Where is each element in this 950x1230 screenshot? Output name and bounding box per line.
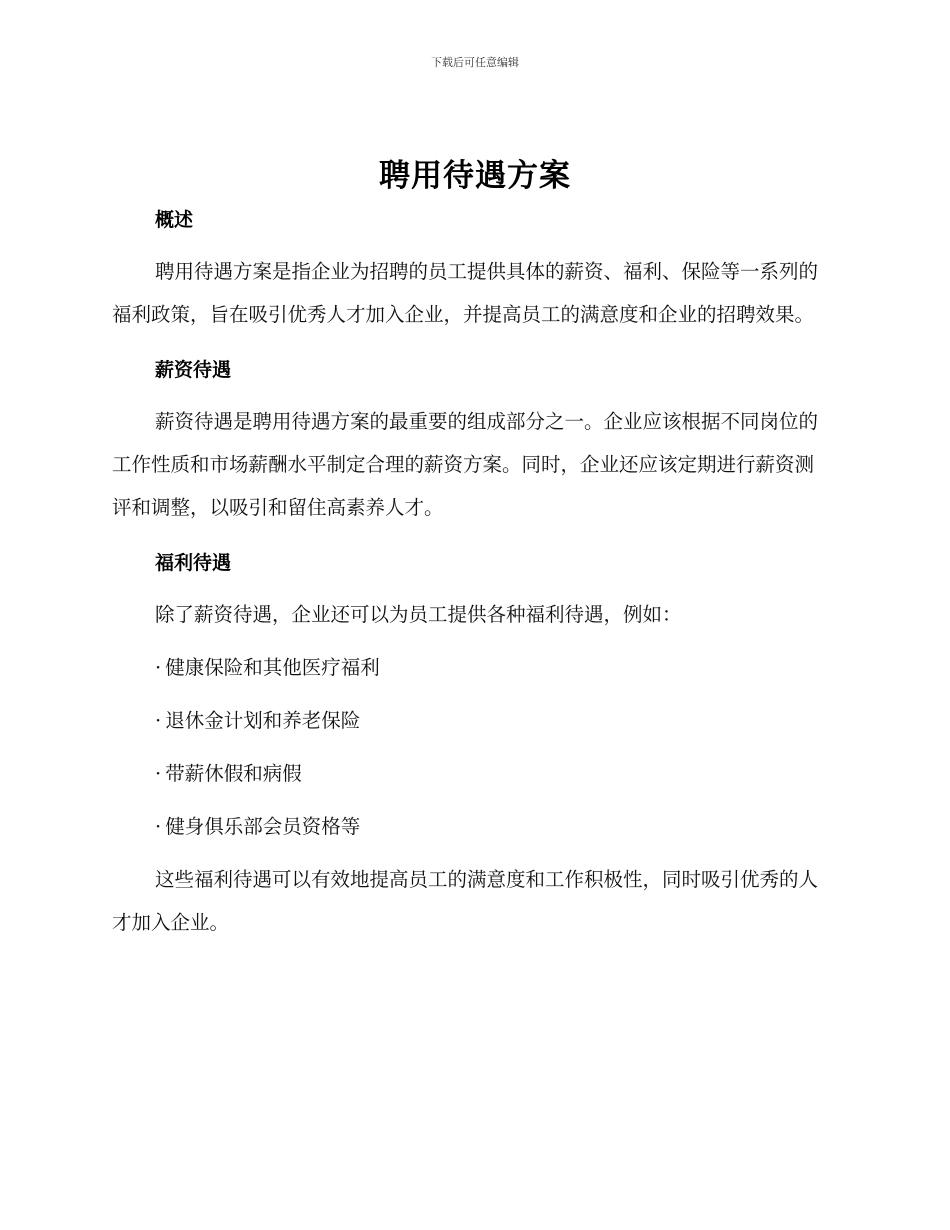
document-body (112, 200, 832, 944)
list-item-text: 健康保险和其他医疗福利 (165, 656, 380, 679)
paragraph-benefits-closing: 这些福利待遇可以有效地提高员工的满意度和工作积极性，同时吸引优秀的人才加入企业。 (112, 868, 819, 934)
list-item (112, 646, 832, 689)
bullet-icon: · (155, 762, 162, 785)
paragraph-benefits-intro: 除了薪资待遇，企业还可以为员工提供各种福利待遇，例如： (155, 603, 682, 626)
section-heading-salary: 薪资待遇 (155, 359, 232, 381)
bullet-icon: · (155, 709, 162, 732)
section-heading-overview: 概述 (155, 209, 194, 231)
bullet-icon: · (155, 815, 162, 838)
list-item-text: 健身俱乐部会员资格等 (165, 815, 361, 838)
header-note: 下载后可任意编辑 (431, 56, 519, 69)
list-item-text: 退休金计划和养老保险 (165, 709, 361, 732)
list-item (112, 752, 832, 795)
paragraph-overview: 聘用待遇方案是指企业为招聘的员工提供具体的薪资、福利、保险等一系列的福利政策，旨在吸引优秀人才加入企业，并提高员工的满意度和企业的招聘效果。 (112, 260, 819, 326)
paragraph-salary: 薪资待遇是聘用待遇方案的最重要的组成部分之一。企业应该根据不同岗位的工作性质和市场薪酬水平制定合理的薪资方案。同时，企业还应该定期进行薪资测评和调整，以吸引和留住高素养人才。 (112, 410, 819, 519)
list-item-text: 带薪休假和病假 (165, 762, 302, 785)
list-item (112, 805, 832, 848)
section-heading-benefits: 福利待遇 (155, 552, 232, 574)
bullet-icon: · (155, 656, 162, 679)
page-title: 聘用待遇方案 (379, 158, 571, 194)
list-item (112, 699, 832, 742)
